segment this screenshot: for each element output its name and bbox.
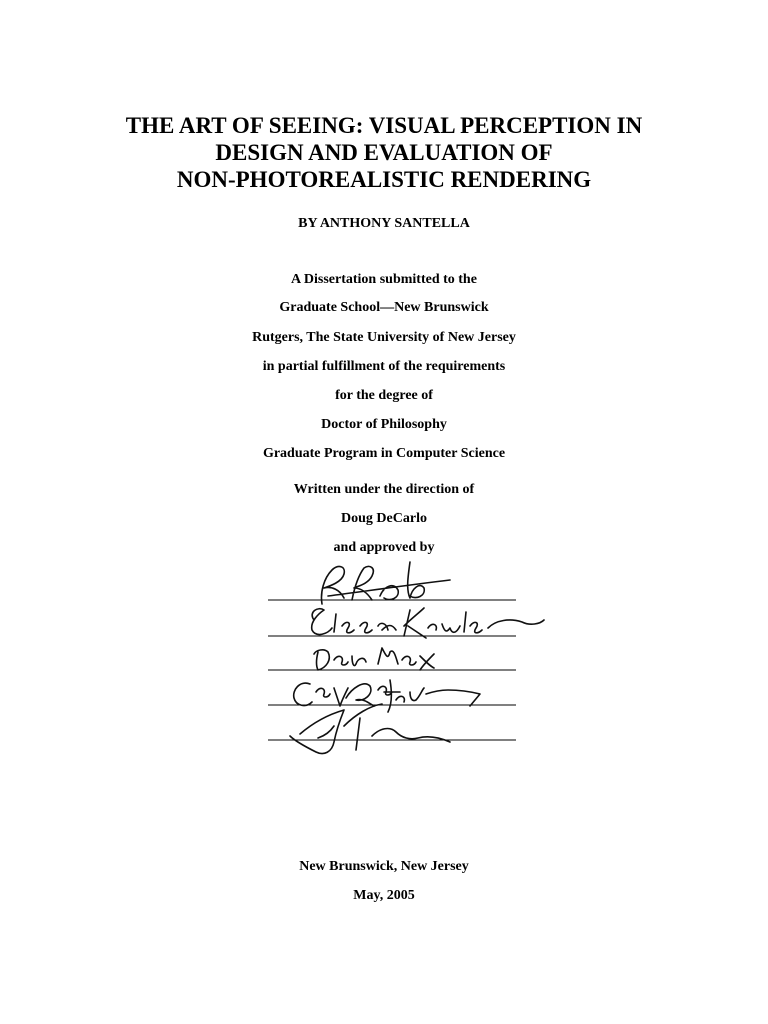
title-line-2: DESIGN AND EVALUATION OF	[215, 140, 553, 165]
signature-3	[314, 648, 434, 670]
signature-2	[312, 608, 544, 638]
submission-line-2: Graduate School—New Brunswick	[279, 300, 489, 315]
location-line: New Brunswick, New Jersey	[299, 859, 469, 874]
advisor-name: Doug DeCarlo	[341, 511, 427, 526]
submission-line-3: Rutgers, The State University of New Jersey	[252, 330, 516, 345]
submission-line-6: Doctor of Philosophy	[321, 417, 447, 432]
title-line-1: THE ART OF SEEING: VISUAL PERCEPTION IN	[125, 113, 643, 138]
dissertation-title	[0, 112, 768, 193]
signature-5	[290, 704, 450, 754]
submission-line-1: A Dissertation submitted to the	[291, 272, 477, 287]
author-line: BY ANTHONY SANTELLA	[298, 216, 470, 231]
signature-4	[294, 680, 480, 712]
submission-line-7: Graduate Program in Computer Science	[262, 446, 506, 461]
date-line: May, 2005	[353, 888, 415, 903]
approved-label: and approved by	[333, 540, 435, 555]
submission-line-5: for the degree of	[335, 388, 433, 403]
direction-label: Written under the direction of	[293, 482, 475, 497]
signature-1	[321, 562, 450, 604]
signature-block	[260, 556, 560, 766]
title-line-3: NON-PHOTOREALISTIC RENDERING	[176, 167, 592, 192]
signature-lines-svg	[260, 556, 560, 766]
submission-line-4: in partial fulfillment of the requirements	[262, 359, 506, 374]
